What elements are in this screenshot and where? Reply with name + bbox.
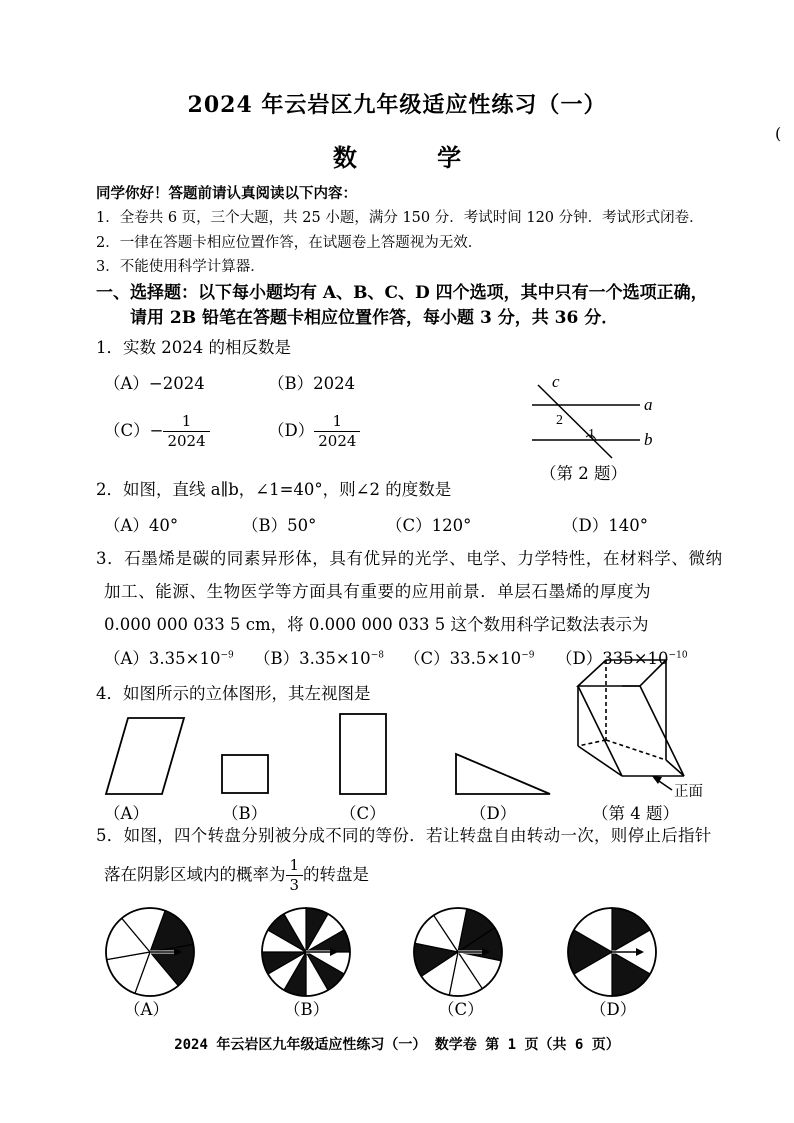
instructions-greeting: 同学你好！答题前请认真阅读以下内容：: [96, 185, 357, 202]
front-label: 正面: [674, 784, 703, 800]
angle-2-label: 2: [556, 413, 563, 428]
spinner-d: [568, 908, 656, 996]
subject-title: 数 学: [332, 143, 498, 172]
q2-option-d: （D）140°: [562, 516, 648, 535]
q2-option-b: （B）50°: [242, 516, 317, 535]
page-footer: 2024 年云岩区九年级适应性练习（一） 数学卷 第 1 页（共 6 页）: [174, 1037, 620, 1053]
q4-label-d: （D）: [470, 804, 517, 823]
q5-fraction: $\frac{1}{3}$: [286, 856, 304, 895]
q2-option-c: （C）120°: [386, 516, 472, 535]
instruction-item: 3．不能使用科学计算器．: [96, 259, 265, 275]
q1-option-d-label: （D）: [268, 421, 315, 440]
q1-option-c-fraction: $\frac{1}{2024}$: [163, 412, 209, 451]
spinner-c: [414, 908, 502, 996]
spinner-a: [106, 908, 194, 996]
q3-option-a: $(A)3.35\times 10^{-9}$: [104, 649, 234, 668]
label-a: a: [644, 395, 653, 414]
q4-label-c: （C）: [340, 804, 386, 823]
spinner-b: [262, 908, 350, 996]
q3-option-c: $(C)33.5\times 10^{-9}$: [404, 649, 535, 668]
section-heading-cont: 请用 2B 铅笔在答题卡相应位置作答，每小题 3 分，共 36 分．: [130, 308, 619, 328]
q5-label-a: （A）: [124, 1000, 169, 1019]
q5-line-2: 落在阴影区域内的概率为 $\frac{1}{3}$ 的转盘是: [104, 856, 370, 894]
q3-option-b: $(B)3.35\times 10^{-8}$: [254, 649, 384, 668]
corner-mark: (: [775, 124, 782, 143]
q4-stem: 4．如图所示的立体图形，其左视图是: [96, 684, 371, 703]
q5-line-1: 5．如图，四个转盘分别被分成不同的等份．若让转盘自由转动一次，则停止后指针: [96, 826, 712, 845]
section-heading: 一、选择题：以下每小题均有 A、B、C、D 四个选项，其中只有一个选项正确，: [96, 283, 708, 303]
q5-label-b: （B）: [284, 1000, 330, 1019]
q3-line-1: 3．石墨烯是碳的同素异形体，具有优异的光学、电学、力学特性，在材料学、微纳: [96, 549, 723, 568]
label-b: b: [644, 430, 653, 449]
q3-line-3: 0.000 000 033 5 cm，将 0.000 000 033 5 这个数用科学记数法表示为: [104, 615, 649, 634]
q1-option-c-label: （C）−: [104, 421, 164, 440]
angle-1-label: 1: [588, 427, 595, 442]
figure-q4-caption: （第 4 题）: [592, 804, 679, 823]
q5-label-d: （D）: [590, 1000, 637, 1019]
q1-stem: 1．实数 2024 的相反数是: [96, 338, 291, 357]
q4-label-a: （A）: [104, 804, 149, 823]
q1-option-b: （B）2024: [268, 374, 356, 393]
q1-option-a: （A）−2024: [104, 374, 205, 393]
q3-option-d: $(D)335\times 10^{-10}$: [556, 649, 688, 668]
q5-label-c: （C）: [438, 1000, 484, 1019]
q2-option-a: （A）40°: [104, 516, 179, 535]
q1-option-d-fraction: $\frac{1}{2024}$: [314, 412, 360, 451]
label-c: c: [552, 372, 560, 391]
figure-q2-caption: （第 2 题）: [540, 464, 627, 483]
page-title: 2024 年云岩区九年级适应性练习（一）: [187, 92, 607, 118]
q4-label-b: （B）: [222, 804, 268, 823]
instruction-item: 1．全卷共 6 页，三个大题，共 25 小题，满分 150 分．考试时间 120 分钟．考试形式闭卷．: [96, 210, 704, 226]
q3-line-2: 加工、能源、生物医学等方面具有重要的应用前景．单层石墨烯的厚度为: [104, 582, 652, 601]
instruction-item: 2．一律在答题卡相应位置作答，在试题卷上答题视为无效．: [96, 235, 483, 251]
q2-stem: 2．如图，直线 a∥b，∠1=40°，则∠2 的度数是: [96, 480, 452, 499]
